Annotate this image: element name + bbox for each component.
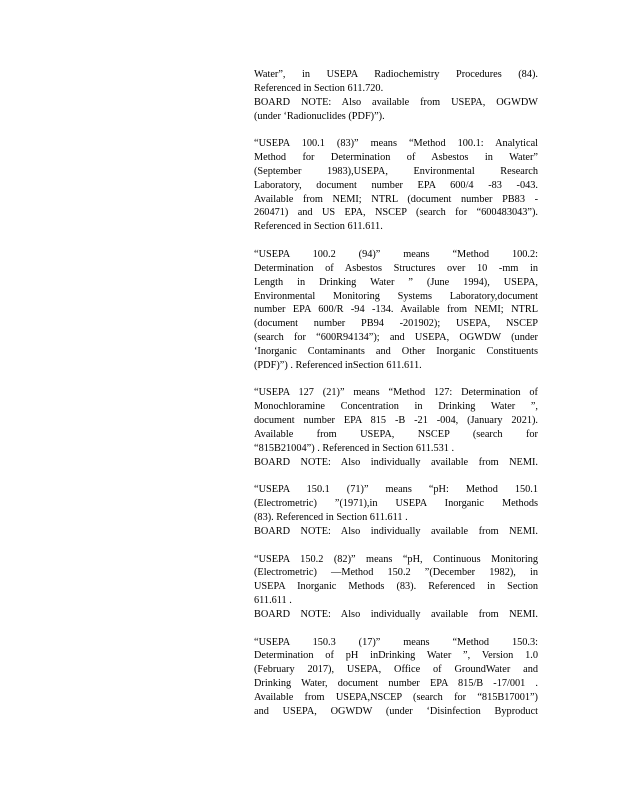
text-line: “USEPA 150.1 (71)” means “pH: Method 150.1	[254, 484, 538, 496]
text-line: (under ‘Radionuclides (PDF)”).	[254, 110, 385, 122]
text-line: “USEPA 150.2 (82)” means “pH, Continuous Monitoring	[254, 553, 538, 565]
text-line: Available from USEPA, NSCEP (search for	[254, 428, 538, 440]
paragraph-water-radiochemistry	[254, 68, 538, 123]
text-line: Determination of pH inDrinking Water ”, Version 1.0	[254, 650, 538, 662]
text-line: BOARD NOTE: Also individually available from NEMI.	[254, 525, 538, 537]
text-line: Water”, in USEPA Radiochemistry Procedures (84).	[254, 69, 538, 80]
text-line: Length in Drinking Water ” (June 1994), USEPA,	[254, 276, 538, 288]
text-line: (search for “600R94134”); and USEPA, OGWDW (under	[254, 332, 538, 344]
paragraph-usepa-127	[254, 386, 538, 469]
text-line: USEPA Inorganic Methods (83). Referenced in Section	[254, 581, 538, 593]
document-text-column	[254, 68, 538, 733]
text-line: Available from NEMI; NTRL (document number PB83 -	[254, 193, 538, 205]
text-line: document number EPA 815 -B -21 -004, (January 2021).	[254, 415, 538, 427]
text-line: and USEPA, OGWDW (under ‘Disinfection Byproduct	[254, 705, 538, 717]
text-line: BOARD NOTE: Also individually available from NEMI.	[254, 456, 538, 468]
text-line: Available from USEPA,NSCEP (search for “815B17001”)	[254, 691, 538, 703]
text-line: number EPA 600/R -94 -134. Available from NEMI; NTRL	[254, 304, 538, 316]
text-line: Determination of Asbestos Structures over 10 -mm in	[254, 262, 538, 274]
text-line: Referenced in Section 611.720.	[254, 82, 384, 94]
text-line: 260471) and US EPA, NSCEP (search for “600483043”).	[254, 207, 538, 219]
paragraph-usepa-100-2	[254, 248, 538, 373]
paragraph-usepa-150-1	[254, 483, 538, 538]
text-line: (PDF)”) . Referenced inSection 611.611.	[254, 359, 422, 371]
text-line: “USEPA 150.3 (17)” means “Method 150.3:	[254, 636, 538, 648]
text-line: (Electrometric) —Method 150.2 ”(December 1982), in	[254, 567, 538, 579]
text-line: (83). Referenced in Section 611.611 .	[254, 512, 408, 523]
text-line: “USEPA 100.1 (83)” means “Method 100.1: Analytical	[254, 138, 538, 150]
text-line: Drinking Water, document number EPA 815/B -17/001 .	[254, 678, 538, 690]
text-line: (September 1983),USEPA, Environmental Research	[254, 165, 538, 177]
text-line: (document number PB94 -201902); USEPA, NSCEP	[254, 318, 538, 330]
paragraph-usepa-100-1	[254, 137, 538, 234]
paragraph-usepa-150-2	[254, 553, 538, 622]
text-line: Referenced in Section 611.611.	[254, 221, 383, 233]
text-line: (Electrometric) ”(1971),in USEPA Inorganic Methods	[254, 498, 538, 510]
text-line: “815B21004”) . Referenced in Section 611.531 .	[254, 442, 455, 454]
text-line: “USEPA 127 (21)” means “Method 127: Determination of	[254, 387, 538, 399]
text-line: Laboratory, document number EPA 600/4 -83 -043.	[254, 179, 538, 191]
text-line: 611.611 .	[254, 595, 292, 607]
text-line: “USEPA 100.2 (94)” means “Method 100.2:	[254, 248, 538, 260]
text-line: BOARD NOTE: Also individually available from NEMI.	[254, 608, 538, 620]
paragraph-usepa-150-3	[254, 636, 538, 719]
text-line: Monochloramine Concentration in Drinking Water ”,	[254, 401, 538, 413]
text-line: Method for Determination of Asbestos in Water”	[254, 152, 538, 164]
text-line: Environmental Monitoring Systems Laboratory,document	[254, 290, 538, 302]
text-line: (February 2017), USEPA, Office of GroundWater and	[254, 664, 538, 676]
text-line: BOARD NOTE: Also available from USEPA, OGWDW	[254, 96, 538, 108]
text-line: ‘Inorganic Contaminants and Other Inorganic Constituents	[254, 345, 538, 357]
